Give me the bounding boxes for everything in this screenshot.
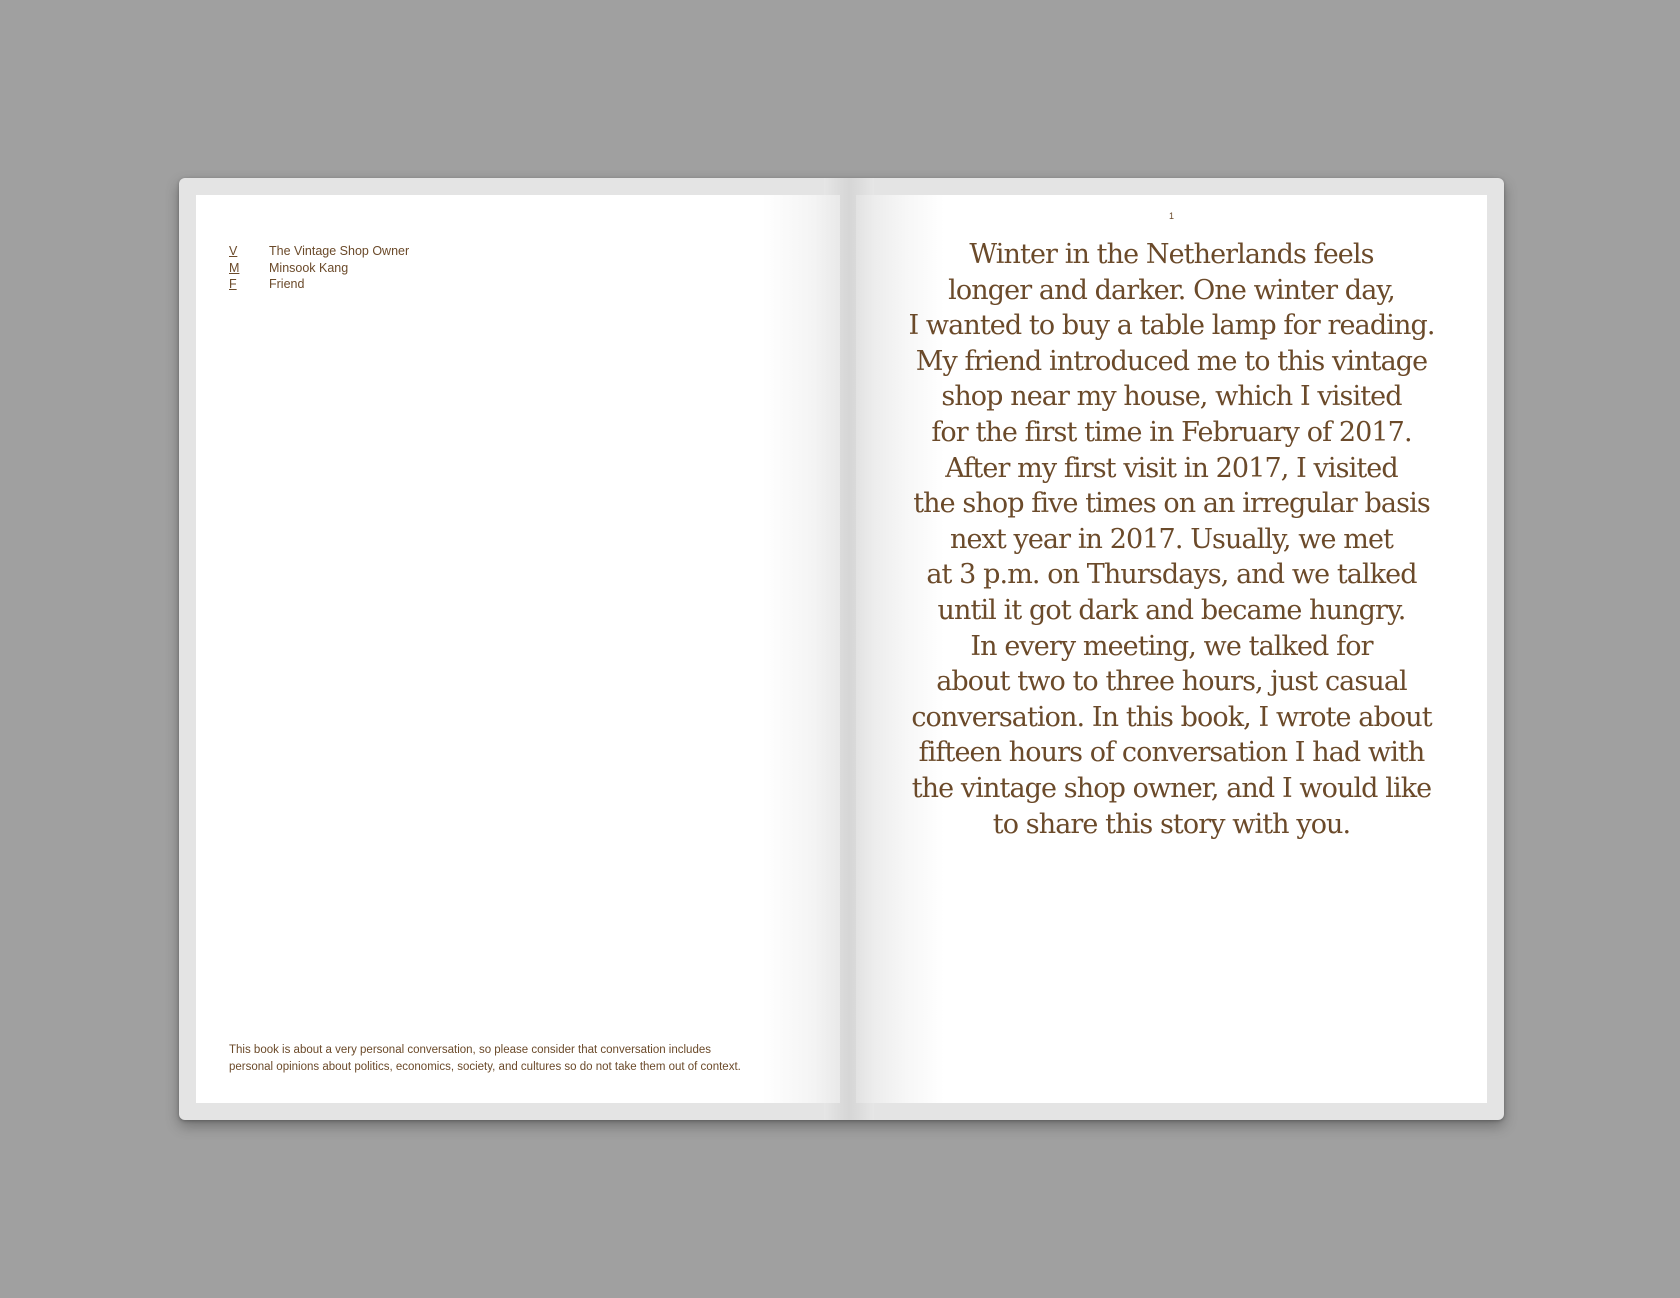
intro-line: the vintage shop owner, and I would like — [911, 772, 1432, 804]
intro-line: In every meeting, we talked for — [970, 630, 1373, 662]
intro-line: about two to three hours, just casual — [936, 666, 1407, 698]
character-legend — [229, 243, 409, 293]
right-page — [856, 195, 1487, 1103]
left-page — [196, 195, 840, 1103]
intro-text — [856, 237, 1487, 842]
legend-key: M — [229, 260, 240, 275]
intro-line: longer and darker. One winter day, — [948, 274, 1395, 306]
legend-row-friend — [229, 276, 409, 293]
intro-line: fifteen hours of conversation I had with — [918, 737, 1425, 769]
legend-key: V — [229, 244, 238, 258]
intro-line: conversation. In this book, I wrote about — [911, 701, 1432, 733]
legend-label: Minsook Kang — [269, 260, 349, 275]
legend-key: F — [229, 277, 237, 291]
intro-line: the shop five times on an irregular basis — [913, 488, 1430, 520]
intro-line: shop near my house, which I visited — [941, 381, 1402, 413]
legend-label: Friend — [269, 277, 305, 291]
intro-line: After my first visit in 2017, I visited — [945, 452, 1398, 484]
disclaimer-line: This book is about a very personal conversation, so please consider that conversation includes — [229, 1044, 711, 1056]
intro-line: I wanted to buy a table lamp for reading. — [908, 310, 1435, 342]
disclaimer-note — [229, 1042, 819, 1076]
intro-line: until it got dark and became hungry. — [937, 594, 1406, 626]
open-book — [179, 178, 1504, 1120]
page-number: 1 — [1168, 211, 1174, 221]
disclaimer-line: personal opinions about politics, economics, society, and cultures so do not take them out of context. — [229, 1061, 741, 1073]
intro-line: to share this story with you. — [992, 808, 1351, 840]
intro-line: My friend introduced me to this vintage — [915, 345, 1428, 377]
legend-row-vintage-shop-owner — [229, 243, 409, 260]
intro-line: for the first time in February of 2017. — [931, 416, 1412, 448]
legend-label: The Vintage Shop Owner — [269, 244, 410, 258]
intro-line: at 3 p.m. on Thursdays, and we talked — [926, 559, 1417, 591]
legend-row-minsook-kang — [229, 260, 409, 277]
intro-line: next year in 2017. Usually, we met — [949, 523, 1394, 555]
intro-line: Winter in the Netherlands feels — [969, 239, 1374, 270]
